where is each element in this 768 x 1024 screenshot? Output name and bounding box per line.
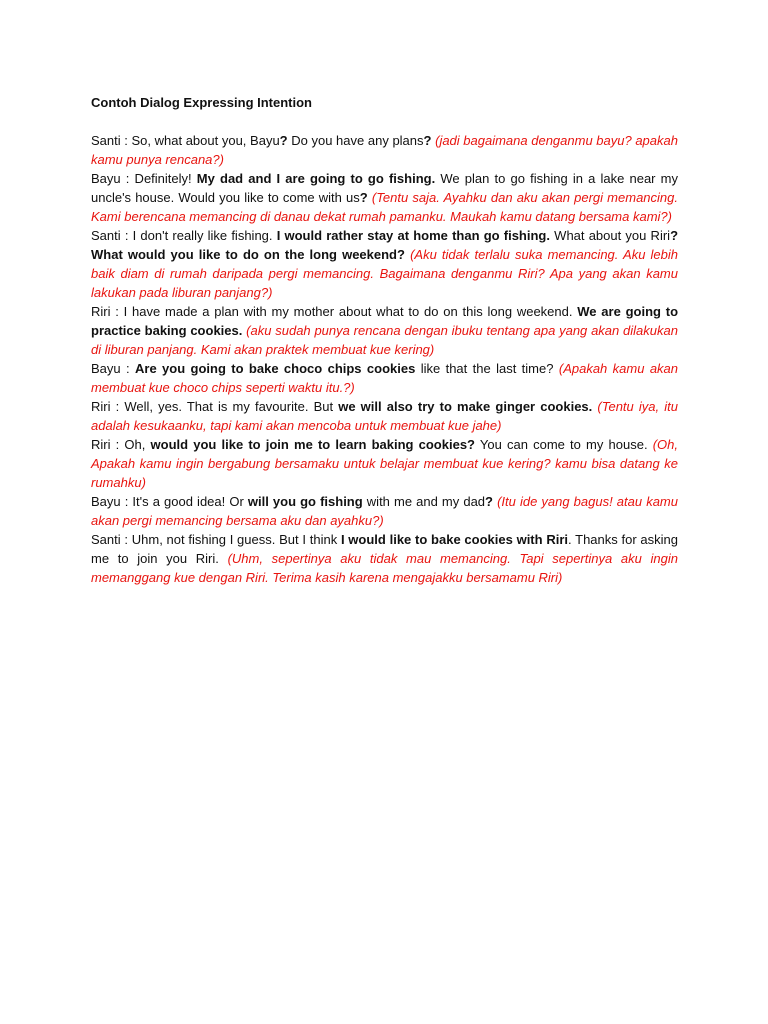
expression-highlight: ? xyxy=(485,494,493,509)
expression-highlight: Are you going to bake choco chips cookies xyxy=(135,361,416,376)
speaker-label: Riri : xyxy=(91,399,120,414)
translation-text: (Uhm, sepertinya aku tidak mau memancing. Tapi sepertinya aku ingin memanggang kue dengan Riri. Terima kasih karena mengajakku bersamamu Riri) xyxy=(91,551,678,585)
translation-text: (Aku tidak terlalu suka memancing. Aku lebih baik diam di rumah daripada pergi memancing. Bagaimana denganmu Riri? Apa yang akan kamu lakukan pada liburan panjang?) xyxy=(91,247,678,300)
speaker-label: Santi : xyxy=(91,133,128,148)
dialog-turn xyxy=(91,397,678,435)
translation-text: (Itu ide yang bagus! atau kamu akan pergi memancing bersama aku dan ayahku?) xyxy=(91,494,678,528)
dialog-text: Do you have any plans xyxy=(287,133,424,148)
expression-highlight: I would like to bake cookies with Riri xyxy=(340,532,568,547)
dialog-text: I don't really like fishing. xyxy=(128,228,277,243)
translation-text: (Apakah kamu akan membuat kue choco chips seperti waktu itu.?) xyxy=(91,361,679,395)
translation-text: (jadi bagaimana denganmu bayu? apakah kamu punya rencana?) xyxy=(91,133,678,167)
dialog-text: What about you Riri xyxy=(549,228,671,243)
expression-highlight: would you like to join me to learn baking cookies? xyxy=(150,437,475,452)
dialog-turn xyxy=(91,359,678,397)
dialog-turn xyxy=(91,492,678,530)
dialog-turn xyxy=(91,435,678,492)
dialog-text: I have made a plan with my mother about what to do on this long weekend. xyxy=(118,304,578,319)
speaker-label: Santi : xyxy=(91,228,129,243)
expression-highlight: I would rather stay at home than go fishing. xyxy=(276,228,550,243)
translation-text: (Tentu iya, itu adalah kesukaanku, tapi kami akan mencoba untuk membuat kue jahe) xyxy=(91,399,678,433)
dialog-text: Oh, xyxy=(119,437,151,452)
expression-highlight: ? xyxy=(359,190,368,205)
expression-highlight: ? xyxy=(279,133,288,148)
speaker-label: Riri : xyxy=(91,304,119,319)
expression-highlight: My dad and I are going to go fishing. xyxy=(196,171,436,186)
expression-highlight: ? What would you like to do on the long weekend? xyxy=(91,228,679,262)
dialog-text: You can come to my house. xyxy=(475,437,653,452)
dialog-text: like that the last time? xyxy=(415,361,559,376)
dialog-text: Uhm, not fishing I guess. But I think xyxy=(128,532,341,547)
translation-text: (Tentu saja. Ayahku dan aku akan pergi memancing. Kami berencana memancing di danau dekat rumah pamanku. Maukah kamu datang bersama kami?) xyxy=(91,190,678,224)
dialog-text: It's a good idea! Or xyxy=(128,494,248,509)
speaker-label: Bayu : xyxy=(91,494,129,509)
speaker-label: Bayu : xyxy=(91,361,130,376)
dialog-text: Definitely! xyxy=(129,171,197,186)
document-title: Contoh Dialog Expressing Intention xyxy=(91,95,312,110)
expression-highlight: we will also try to make ginger cookies. xyxy=(338,399,593,414)
document-body xyxy=(91,93,678,587)
expression-highlight: ? xyxy=(423,133,432,148)
dialog-text: Well, yes. That is my favourite. But xyxy=(119,399,339,414)
translation-text: (aku sudah punya rencana dengan ibuku tentang apa yang akan dilakukan di liburan panjang. Kami akan praktek membuat kue kering) xyxy=(91,323,678,357)
dialog-text: with me and my dad xyxy=(362,494,486,509)
speaker-label: Bayu : xyxy=(91,171,130,186)
expression-highlight: will you go fishing xyxy=(247,494,363,509)
dialog-turn xyxy=(91,169,678,226)
expression-highlight: We are going to practice baking cookies. xyxy=(91,304,679,338)
dialog-text: We plan to go fishing in a lake near my uncle's house. Would you like to come with us xyxy=(91,171,678,205)
dialog-turn xyxy=(91,302,678,359)
translation-text: (Oh, Apakah kamu ingin bergabung bersamaku untuk belajar membuat kue kering? kamu bisa datang ke rumahku) xyxy=(91,437,679,490)
dialog-text: . Thanks for asking me to join you Riri. xyxy=(91,532,679,566)
speaker-label: Riri : xyxy=(91,437,120,452)
dialog-turn xyxy=(91,530,678,587)
dialog-turn xyxy=(91,131,678,169)
dialog-text: So, what about you, Bayu xyxy=(127,133,280,148)
dialog-turn xyxy=(91,226,678,302)
speaker-label: Santi : xyxy=(91,532,128,547)
dialog-container xyxy=(91,131,678,587)
